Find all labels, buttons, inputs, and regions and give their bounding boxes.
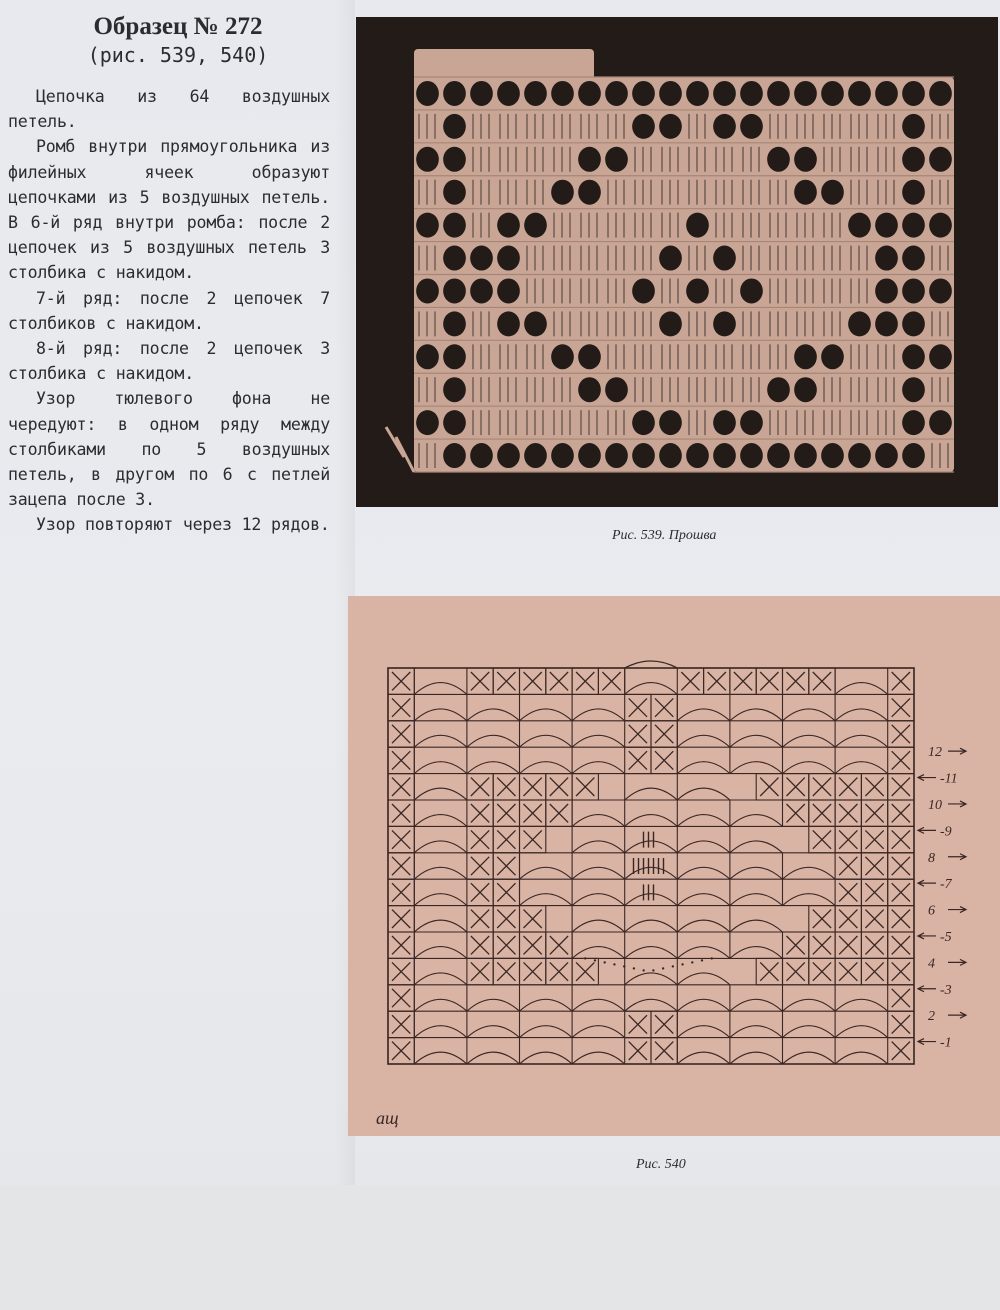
- chain-arc: [572, 815, 625, 827]
- row-label: [918, 877, 953, 892]
- chart-grid: [388, 661, 914, 1064]
- instruction-paragraph: 7-й ряд: после 2 цепочек 7 столбиков с накидом.: [8, 288, 330, 333]
- lace-hole: [443, 81, 466, 106]
- chain-arc: [677, 920, 730, 932]
- lace-hole: [659, 311, 682, 336]
- dotted-chain: [604, 961, 606, 963]
- lace-hole: [875, 246, 898, 271]
- dotted-chain: [681, 963, 683, 965]
- row-number: -9: [940, 824, 952, 840]
- lace-hole: [632, 410, 655, 435]
- lace-hole: [524, 311, 547, 336]
- top-arch: [625, 661, 678, 668]
- dotted-chain: [642, 969, 644, 971]
- chain-arc: [414, 1052, 467, 1064]
- chain-arc: [783, 894, 836, 906]
- chain-arc: [414, 894, 467, 906]
- chain-arc: [677, 815, 730, 827]
- lace-hole: [632, 81, 655, 106]
- chain-arc: [414, 762, 467, 774]
- lace-hole: [551, 443, 574, 468]
- chain-arc: [677, 894, 730, 906]
- lace-hole: [767, 147, 790, 172]
- lace-hole: [713, 443, 736, 468]
- lace-hole: [578, 147, 601, 172]
- lace-hole: [632, 443, 655, 468]
- chain-arc: [520, 1026, 573, 1038]
- chain-arc: [625, 947, 678, 959]
- lace-hole: [875, 443, 898, 468]
- chain-arc: [677, 973, 730, 985]
- row-number: 2: [928, 1009, 935, 1025]
- lace-hole: [524, 443, 547, 468]
- row-number: 6: [928, 903, 935, 919]
- chain-arc: [783, 709, 836, 721]
- arrow-right-icon: [948, 1012, 966, 1018]
- lace-hole: [902, 377, 925, 402]
- lace-hole: [794, 147, 817, 172]
- lace-hole: [497, 443, 520, 468]
- chain-arc: [414, 999, 467, 1011]
- chain-arc: [467, 1052, 520, 1064]
- chain-arc: [467, 762, 520, 774]
- lace-hole: [848, 311, 871, 336]
- chain-arc: [730, 735, 783, 747]
- row-number: -5: [940, 929, 952, 945]
- lace-hole: [578, 443, 601, 468]
- chain-arc: [835, 683, 888, 695]
- lace-hole: [902, 246, 925, 271]
- chain-arc: [414, 973, 467, 985]
- lace-hole: [416, 278, 439, 303]
- lace-hole: [416, 410, 439, 435]
- lace-hole: [659, 114, 682, 139]
- instruction-paragraph: Ромб внутри прямоугольника из филейных ячеек образуют цепочками из 5 воздушных петель. В 6-й ряд внутри ромба: после 2 цепочек из 5 воздушных петель 3 столбика с накидом.: [8, 137, 330, 283]
- chain-arc: [520, 762, 573, 774]
- chain-arc: [835, 1026, 888, 1038]
- arrow-left-icon: [918, 880, 936, 886]
- dotted-chain: [652, 969, 654, 971]
- lace-hole: [443, 147, 466, 172]
- row-label: [918, 772, 958, 787]
- chain-arc: [414, 709, 467, 721]
- photo-caption: Рис. 539. Прошва: [612, 528, 717, 543]
- lace-hole: [497, 213, 520, 238]
- lace-hole: [902, 147, 925, 172]
- chain-arc: [625, 973, 678, 985]
- lace-hole: [659, 246, 682, 271]
- lace-hole: [929, 344, 952, 369]
- chain-arc: [625, 788, 678, 800]
- chain-arc: [677, 1052, 730, 1064]
- arrow-right-icon: [948, 801, 966, 807]
- dotted-chain: [691, 961, 693, 963]
- chain-arc: [467, 1026, 520, 1038]
- chain-arc: [520, 867, 573, 879]
- chain-arc: [625, 867, 678, 879]
- lace-hole: [767, 443, 790, 468]
- lace-hole: [740, 81, 763, 106]
- chain-arc: [414, 815, 467, 827]
- chain-arc: [783, 1026, 836, 1038]
- chain-arc: [572, 894, 625, 906]
- lace-hole: [524, 213, 547, 238]
- row-label: [918, 930, 952, 945]
- chain-arc: [572, 867, 625, 879]
- row-label: [918, 983, 952, 998]
- lace-hole: [740, 443, 763, 468]
- lace-hole: [848, 213, 871, 238]
- lace-hole: [929, 213, 952, 238]
- lace-hole: [416, 213, 439, 238]
- row-label: [928, 798, 966, 813]
- lace-hole: [902, 410, 925, 435]
- lace-hole: [443, 246, 466, 271]
- chain-arc: [572, 735, 625, 747]
- chain-arc: [520, 894, 573, 906]
- chain-arc: [625, 815, 678, 827]
- row-label: [918, 1036, 952, 1051]
- lace-hole: [902, 81, 925, 106]
- pattern-title: Образец № 272: [93, 13, 263, 40]
- lace-hole: [443, 344, 466, 369]
- chain-arc: [677, 999, 730, 1011]
- row-labels: [918, 745, 966, 1050]
- lace-hole: [875, 311, 898, 336]
- arrow-left-icon: [918, 1039, 936, 1045]
- dotted-chain: [594, 959, 596, 961]
- chain-arc: [677, 841, 730, 853]
- lace-hole: [578, 344, 601, 369]
- instruction-paragraph: 8-й ряд: после 2 цепочек 3 столбика с накидом.: [8, 339, 330, 384]
- lace-hole: [875, 81, 898, 106]
- chain-arc: [677, 788, 730, 800]
- chain-arc: [783, 1052, 836, 1064]
- lace-hole: [659, 81, 682, 106]
- lace-hole: [443, 114, 466, 139]
- chain-arc: [730, 841, 783, 853]
- chain-arc: [414, 788, 467, 800]
- chain-arc: [572, 947, 625, 959]
- lace-hole: [902, 344, 925, 369]
- chain-arc: [835, 709, 888, 721]
- instructions-column: [8, 12, 330, 538]
- chain-arc: [572, 1052, 625, 1064]
- chain-arc: [520, 1052, 573, 1064]
- chain-arc: [414, 841, 467, 853]
- chain-arc: [520, 709, 573, 721]
- lace-hole: [551, 344, 574, 369]
- lace-hole: [929, 81, 952, 106]
- lace-hole: [578, 81, 601, 106]
- chain-arc: [677, 947, 730, 959]
- lace-hole: [929, 278, 952, 303]
- lace-hole: [875, 213, 898, 238]
- chain-arc: [677, 1026, 730, 1038]
- lace-hole: [443, 377, 466, 402]
- lace-hole: [713, 311, 736, 336]
- chain-arc: [467, 735, 520, 747]
- lace-sample-image: [356, 17, 998, 507]
- lace-hole: [443, 311, 466, 336]
- lace-hole: [929, 147, 952, 172]
- row-label: [918, 824, 952, 839]
- lace-hole: [902, 180, 925, 205]
- lace-hole: [497, 278, 520, 303]
- chain-arc: [730, 867, 783, 879]
- lace-hole: [497, 246, 520, 271]
- chain-arc: [783, 735, 836, 747]
- chain-arc: [835, 735, 888, 747]
- lace-hole: [902, 311, 925, 336]
- chain-arc: [414, 683, 467, 695]
- lace-hole: [794, 81, 817, 106]
- lace-hole: [821, 180, 844, 205]
- lace-hole: [794, 377, 817, 402]
- row-label: [928, 904, 966, 919]
- instruction-list: [8, 84, 330, 538]
- lace-hole: [551, 81, 574, 106]
- stitch-diagram: [348, 596, 1000, 1136]
- lace-hole: [848, 443, 871, 468]
- lace-hole: [902, 114, 925, 139]
- chain-arc: [572, 999, 625, 1011]
- chain-arc: [572, 1026, 625, 1038]
- chain-arc: [783, 999, 836, 1011]
- diagram-caption: Рис. 540: [636, 1157, 686, 1172]
- lace-hole: [605, 443, 628, 468]
- chain-arc: [414, 920, 467, 932]
- chain-arc: [677, 709, 730, 721]
- dotted-chain: [623, 965, 625, 967]
- lace-hole: [578, 180, 601, 205]
- lace-hole: [470, 443, 493, 468]
- lace-hole: [524, 81, 547, 106]
- lace-hole: [497, 81, 520, 106]
- chain-arc: [467, 709, 520, 721]
- chain-arc: [572, 920, 625, 932]
- chain-arc: [467, 999, 520, 1011]
- lace-hole: [929, 410, 952, 435]
- lace-hole: [443, 443, 466, 468]
- lace-hole: [740, 278, 763, 303]
- chain-arc: [677, 867, 730, 879]
- lace-hole: [740, 410, 763, 435]
- chain-arc: [520, 735, 573, 747]
- lace-hole: [605, 147, 628, 172]
- chain-arc: [625, 894, 678, 906]
- chain-arc: [730, 999, 783, 1011]
- arrow-right-icon: [948, 854, 966, 860]
- arrow-right-icon: [948, 748, 966, 754]
- lace-hole: [470, 278, 493, 303]
- arrow-left-icon: [918, 775, 936, 781]
- lace-hole: [686, 278, 709, 303]
- lace-hole: [605, 377, 628, 402]
- lace-hole: [416, 344, 439, 369]
- dotted-chain: [672, 965, 674, 967]
- instruction-paragraph: Узор тюлевого фона не чередуют: в одном ряду между столбиками по 5 воздушных петель, в другом по 6 с петлей зацепа после 3.: [8, 389, 330, 510]
- crochet-photo: [356, 17, 998, 507]
- chain-arc: [572, 762, 625, 774]
- lace-tail: [386, 427, 414, 472]
- row-label: [928, 956, 966, 971]
- row-number: -11: [940, 771, 958, 787]
- dotted-chain: [633, 967, 635, 969]
- row-number: 12: [928, 745, 942, 761]
- chain-arc: [730, 762, 783, 774]
- lace-fabric: [386, 49, 954, 472]
- chain-arc: [835, 999, 888, 1011]
- chain-arc: [572, 841, 625, 853]
- row-number: -7: [940, 877, 952, 893]
- chain-arc: [730, 1026, 783, 1038]
- arrow-right-icon: [948, 907, 966, 913]
- lace-hole: [551, 180, 574, 205]
- arrow-right-icon: [948, 959, 966, 965]
- lace-hole: [713, 246, 736, 271]
- dotted-chain: [662, 967, 664, 969]
- arrow-left-icon: [918, 827, 936, 833]
- lace-hole: [578, 377, 601, 402]
- lace-hole: [902, 213, 925, 238]
- instruction-paragraph: Узор повторяют через 12 рядов.: [36, 515, 330, 535]
- lace-hole: [767, 377, 790, 402]
- row-number: -3: [940, 982, 952, 998]
- chain-arc: [625, 920, 678, 932]
- row-number: 4: [928, 956, 935, 972]
- lace-hole: [821, 81, 844, 106]
- arrow-left-icon: [918, 933, 936, 939]
- row-label: [928, 745, 966, 760]
- chain-arc: [414, 867, 467, 879]
- row-number: -1: [940, 1035, 952, 1051]
- dotted-chain: [584, 957, 586, 959]
- chain-arc: [625, 841, 678, 853]
- lace-hole: [416, 147, 439, 172]
- lace-hole: [443, 180, 466, 205]
- chain-arc: [835, 762, 888, 774]
- chain-arc: [835, 1052, 888, 1064]
- chain-arc: [625, 999, 678, 1011]
- lace-hole: [713, 410, 736, 435]
- instruction-paragraph: Цепочка из 64 воздушных петель.: [8, 87, 330, 132]
- row-label: [928, 851, 966, 866]
- chain-arc: [730, 920, 783, 932]
- lace-hole: [686, 213, 709, 238]
- row-number: 8: [928, 850, 935, 866]
- lace-hole: [470, 81, 493, 106]
- lace-hole: [794, 443, 817, 468]
- lace-hole: [848, 81, 871, 106]
- chain-arc: [625, 683, 678, 695]
- chain-arc: [414, 1026, 467, 1038]
- lace-hole: [497, 311, 520, 336]
- lace-hole: [686, 81, 709, 106]
- dotted-chain: [711, 957, 713, 959]
- chain-arc: [730, 709, 783, 721]
- lace-hole: [605, 81, 628, 106]
- lace-hole: [443, 278, 466, 303]
- lace-hole: [659, 410, 682, 435]
- figure-reference: (рис. 539, 540): [87, 43, 269, 67]
- chain-arc: [414, 735, 467, 747]
- dotted-chain: [613, 963, 615, 965]
- chain-arc: [783, 762, 836, 774]
- lace-hole: [740, 114, 763, 139]
- chain-arc: [414, 947, 467, 959]
- lace-hole: [632, 114, 655, 139]
- lace-hole: [821, 443, 844, 468]
- row-label: [928, 1009, 966, 1024]
- lace-hole: [767, 81, 790, 106]
- lace-hole: [794, 180, 817, 205]
- chain-arc: [730, 947, 783, 959]
- lace-hole: [443, 410, 466, 435]
- chain-arc: [730, 1052, 783, 1064]
- lace-hole: [470, 246, 493, 271]
- chain-arc: [677, 735, 730, 747]
- lace-hole: [713, 81, 736, 106]
- lace-hole: [686, 443, 709, 468]
- lace-hole: [794, 344, 817, 369]
- lace-hole: [875, 278, 898, 303]
- lace-hole: [902, 443, 925, 468]
- lace-hole: [821, 344, 844, 369]
- chain-arc: [730, 815, 783, 827]
- crochet-chart: [348, 596, 1000, 1136]
- lace-hole: [713, 114, 736, 139]
- chain-arc: [520, 999, 573, 1011]
- lace-hole: [659, 443, 682, 468]
- row-number: 10: [928, 797, 942, 813]
- lace-hole: [416, 81, 439, 106]
- chain-arc: [730, 894, 783, 906]
- handwritten-mark: ащ: [376, 1108, 399, 1128]
- lace-hole: [902, 278, 925, 303]
- arrow-left-icon: [918, 986, 936, 992]
- chain-arc: [572, 709, 625, 721]
- lace-hole: [632, 278, 655, 303]
- chain-arc: [783, 867, 836, 879]
- chain-arc: [677, 762, 730, 774]
- lace-hole: [443, 213, 466, 238]
- dotted-chain: [701, 959, 703, 961]
